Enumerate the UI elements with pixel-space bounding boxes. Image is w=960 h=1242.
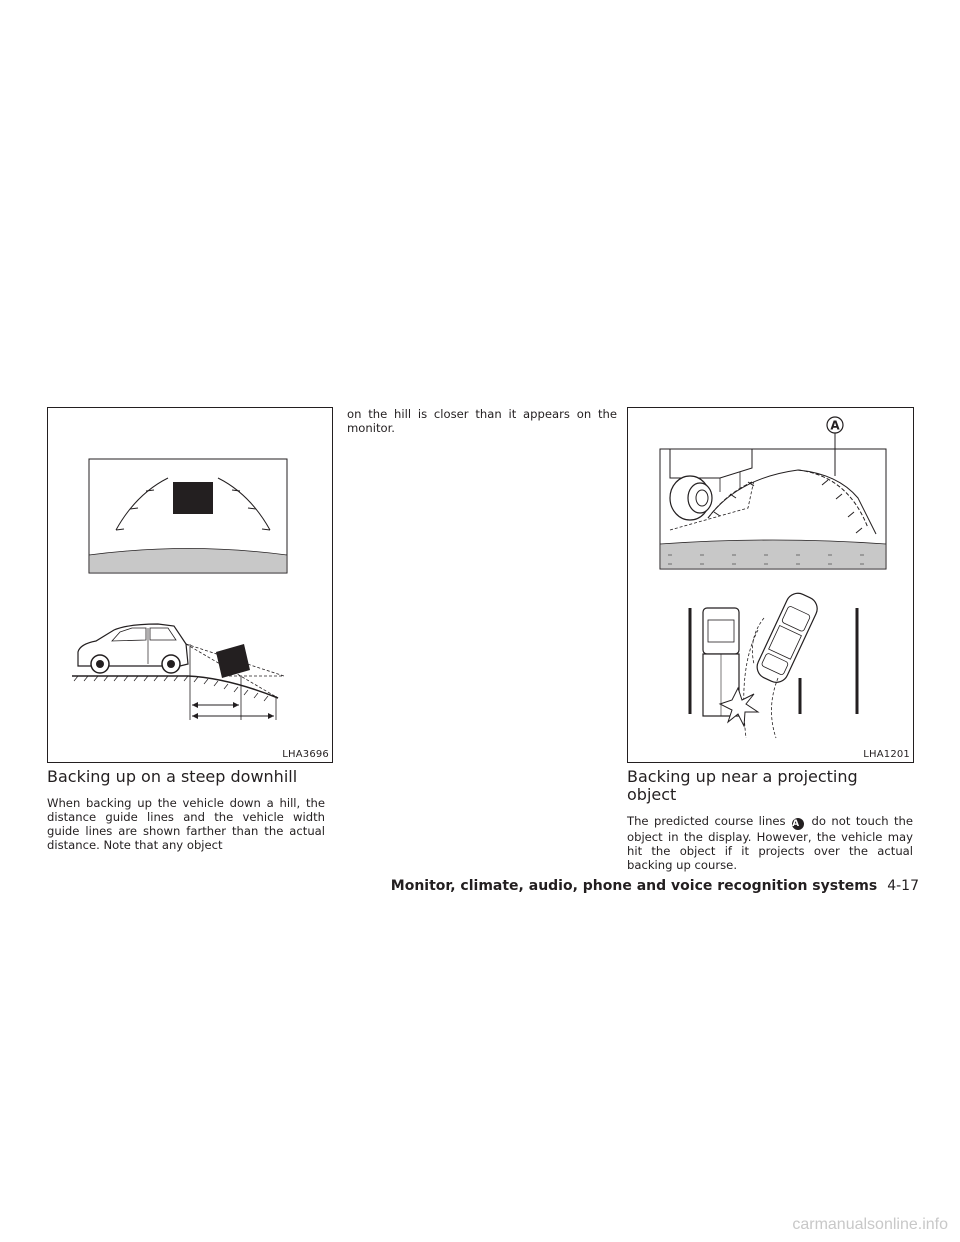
- page-footer: [391, 877, 919, 895]
- page-number: 4-17: [887, 878, 919, 894]
- footer-section-title: Monitor, climate, audio, phone and voice recognition systems: [390, 878, 878, 894]
- figure-code-right: LHA1201: [863, 749, 910, 760]
- heading-steep-downhill: Backing up on a steep downhill: [47, 767, 298, 786]
- paragraph-projecting-object: [627, 814, 913, 872]
- figure-downhill: [47, 407, 333, 763]
- paragraph-steep-downhill: When backing up the vehicle down a hill, the distance guide lines and the vehicle width guide lines are shown farther than the actual distance. Note that any object: [47, 796, 325, 852]
- projecting-object-illustration: [628, 408, 913, 762]
- paragraph-continued: on the hill is closer than it appears on the monitor.: [347, 407, 617, 435]
- callout-a-text: A: [792, 818, 804, 830]
- watermark-text: carmanualsonline.info: [792, 1216, 948, 1233]
- callout-a-figure: A: [830, 418, 840, 433]
- figure-projecting-object: [627, 407, 914, 763]
- paragraph-text-before: The predicted course lines: [627, 814, 786, 828]
- downhill-illustration: [48, 408, 332, 762]
- figure-code-left: LHA3696: [282, 749, 329, 760]
- paragraph-text-after: do not touch the object in the display. However, the vehicle may hit the object if it projects over the actual backing up course.: [627, 814, 914, 872]
- heading-projecting-object: Backing up near a projecting object: [627, 767, 858, 804]
